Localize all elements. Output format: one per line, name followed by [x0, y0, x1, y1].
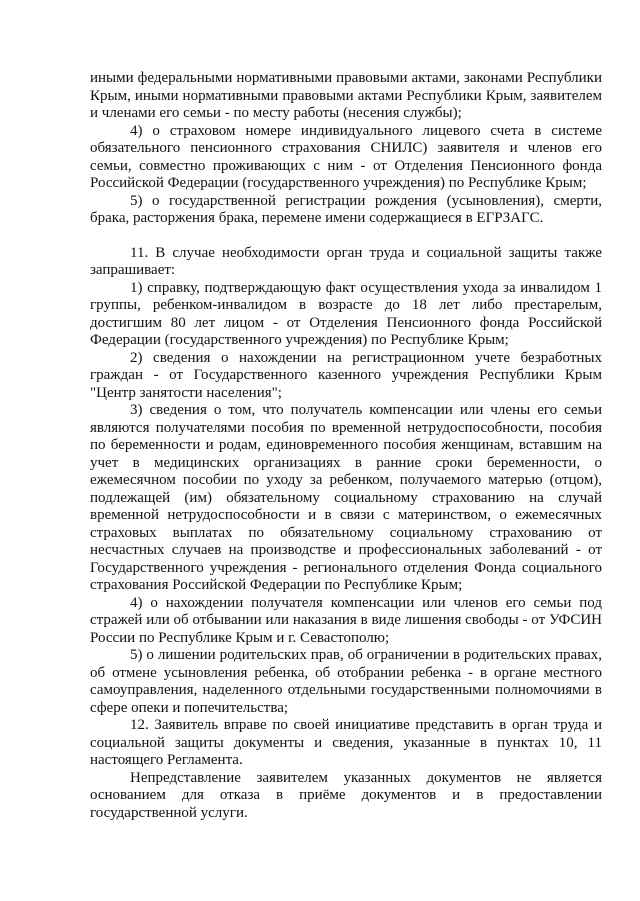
paragraph-11-item-3: 3) сведения о том, что получатель компенсации или члены его семьи являются получателями пособия по временной нетрудоспособности, пособия по беременности и родам, единовременного пособия женщинам, вставшим на учет в медицинских организациях в ранние сроки беременности, о ежемесячном пособии по уходу за ребенком, получаемого матерью (отцом), подлежащей (им) обязательному социальному страхованию на случай временной нетрудоспособности и в связи с материнством, о ежемесячных страховых выплатах по обязательному социальному страхованию от несчастных случаев на производстве и профессиональных заболеваний - от Государственного учреждения - регионального отделения Фонда социального страхования Российской Федерации по Республике Крым;	[90, 402, 602, 593]
paragraph-item-4-snils: 4) о страховом номере индивидуального лицевого счета в системе обязательного пенсионного страхования СНИЛС) заявителя и членов его семьи, совместно проживающих с ним - от Отделения Пенсионного фонда Российской Федерации (государственного учреждения) по Республике Крым;	[90, 122, 602, 191]
paragraph-non-submission: Непредставление заявителем указанных документов не является основанием для отказа в приёме документов и в предоставлении государственной услуги.	[90, 769, 602, 821]
paragraph-11-item-5: 5) о лишении родительских прав, об ограничении в родительских правах, об отмене усыновления ребенка, об отобрании ребенка - в органе местного самоуправления, наделенного отдельными государственными полномочиями в сфере опеки и попечительства;	[90, 647, 602, 716]
paragraph-11-item-4: 4) о нахождении получателя компенсации или членов его семьи под стражей или об отбывании или наказания в виде лишения свободы - от УФСИН России по Республике Крым и г. Севастополю;	[90, 594, 602, 646]
paragraph-section-12: 12. Заявитель вправе по своей инициативе представить в орган труда и социальной защиты документы и сведения, указанные в пунктах 10, 11 настоящего Регламента.	[90, 717, 602, 768]
paragraph-item-5-egrzags: 5) о государственной регистрации рождения (усыновления), смерти, брака, расторжения брака, перемене имени содержащиеся в ЕГРЗАГС.	[90, 192, 602, 226]
paragraph-11-item-1: 1) справку, подтверждающую факт осуществления ухода за инвалидом 1 группы, ребенком-инвалидом в возрасте до 18 лет либо престарелым, достигшим 80 лет лицом - от Отделения Пенсионного фонда Российской Федерации (государственного учреждения) по Республике Крым;	[90, 279, 602, 348]
document-body	[90, 70, 602, 822]
paragraph-section-11: 11. В случае необходимости орган труда и социальной защиты также запрашивает:	[90, 244, 602, 278]
paragraph-11-item-2: 2) сведения о нахождении на регистрационном учете безработных граждан - от Государственного казенного учреждения Республики Крым "Центр занятости населения";	[90, 349, 602, 401]
paragraph-continuation: иными федеральными нормативными правовыми актами, законами Республики Крым, иными нормативными правовыми актами Республики Крым, заявителем и членами его семьи - по месту работы (несения службы);	[90, 70, 602, 121]
